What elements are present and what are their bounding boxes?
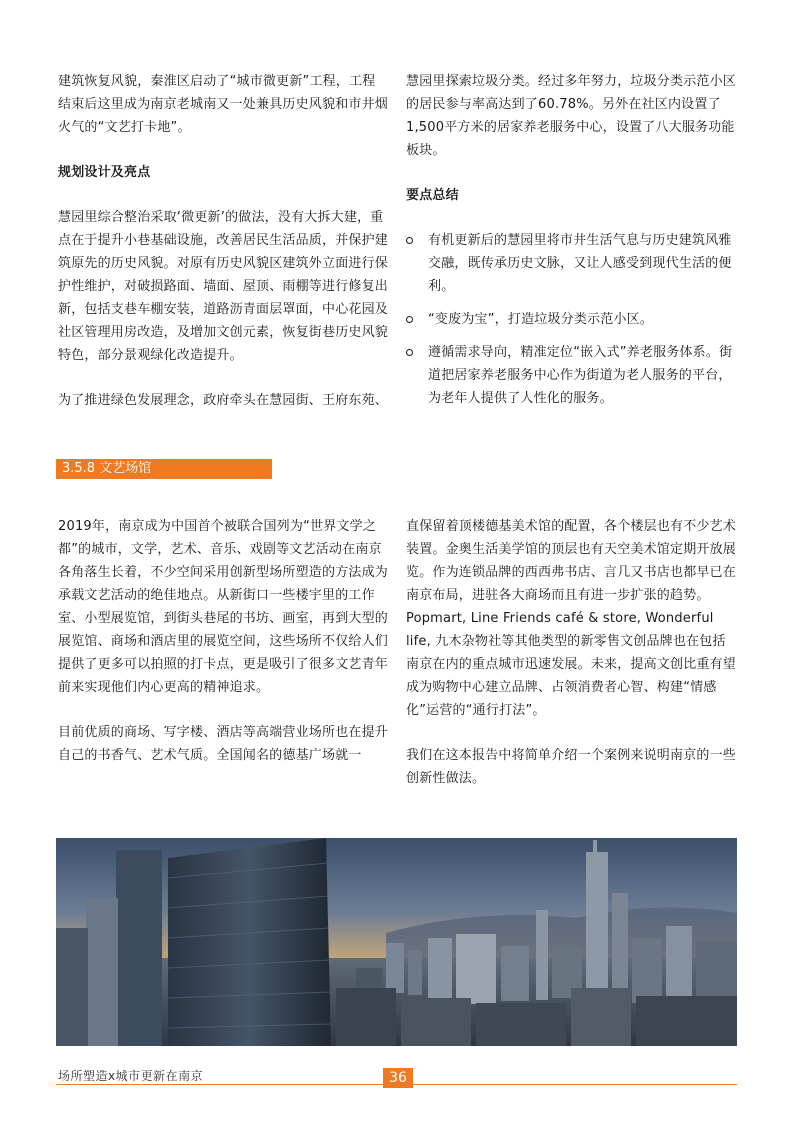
right-column-bottom	[406, 515, 736, 790]
paragraph: 慧园里综合整治采取‘微更新’的做法，没有大拆大建，重点在于提升小巷基础设施，改善居民生活品质，并保护建筑原先的历史风貌。对原有历史风貌区建筑外立面进行保护性维护，对破损路面、墙面、屋顶、雨棚等进行修复出新，包括支巷车棚安装，道路沥青面层罩面，中心花园及社区管理用房改造，及增加文创元素，恢复街巷历史风貌特色，部分景观绿化改造提升。	[58, 210, 389, 363]
bullet-icon	[406, 316, 413, 323]
list-item-text: 有机更新后的慧园里将市井生活气息与历史建筑风雅交融，既传承历史文脉，又让人感受到现代生活的便利。	[428, 233, 732, 294]
paragraph: 慧园里探索垃圾分类。经过多年努力，垃圾分类示范小区的居民参与率高达到了60.78%。另外在社区内设置了1,500平方米的居家养老服务中心，设置了八大服务功能板块。	[406, 74, 737, 158]
list-item	[406, 341, 736, 410]
summary-list	[406, 229, 736, 410]
page-number: 36	[383, 1068, 413, 1088]
paragraph: 2019年，南京成为中国首个被联合国列为“世界文学之都”的城市，文学，艺术、音乐、戏剧等文艺活动在南京各角落生长着，不少空间采用创新型场所塑造的方法成为承载文艺活动的绝佳地点。从新街口一些楼宇里的工作室、小型展览馆，到街头巷尾的书坊、画室，再到大型的展览馆、商场和酒店里的展览空间，这些场所不仅给人们提供了更多可以拍照的打卡点，更是吸引了很多文艺青年前来实现他们内心更高的精神追求。	[58, 519, 389, 695]
city-skyline-photo	[56, 838, 737, 1046]
paragraph: 目前优质的商场、写字楼、酒店等高端营业场所也在提升自己的书香气、艺术气质。全国闻名的德基广场就一	[58, 725, 389, 763]
paragraph: 我们在这本报告中将简单介绍一个案例来说明南京的一些创新性做法。	[406, 748, 737, 786]
list-item	[406, 308, 736, 331]
paragraph: 为了推进绿色发展理念，政府牵头在慧园街、王府东苑、	[58, 393, 389, 408]
paragraph: 建筑恢复风貌，秦淮区启动了“城市微更新”工程，工程结束后这里成为南京老城南又一处兼具历史风貌和市井烟火气的“文艺打卡地”。	[58, 74, 389, 135]
paragraph: 直保留着顶楼德基美术馆的配置，各个楼层也有不少艺术装置。金奥生活美学馆的顶层也有天空美术馆定期开放展览。作为连锁品牌的西西弗书店、言几又书店也都早已在南京布局，进驻各大商场而且有进一步扩张的趋势。Popmart, Line Friends café & store, Wonderful life, 九木杂物社等其他类型的新零售文创品牌也在包括南京在内的重点城市迅速发展。未来，提高文创比重有望成为购物中心建立品牌、占领消费者心智、构建“情感化”运营的“通行打法”。	[406, 519, 737, 718]
footer-title: 场所塑造x城市更新在南京	[58, 1069, 204, 1083]
section-heading-summary: 要点总结	[406, 188, 459, 203]
right-column-top	[406, 70, 736, 420]
left-column-bottom	[58, 515, 388, 767]
bullet-icon	[406, 237, 413, 244]
bullet-icon	[406, 349, 413, 356]
list-item-text: “变废为宝”，打造垃圾分类示范小区。	[428, 312, 654, 327]
list-item	[406, 229, 736, 298]
section-heading-planning: 规划设计及亮点	[58, 165, 151, 180]
list-item-text: 遵循需求导向，精准定位“嵌入式”养老服务体系。街道把居家养老服务中心作为街道为老人服务的平台，为老年人提供了人性化的服务。	[428, 345, 733, 406]
section-title-bar: 3.5.8 文艺场馆	[56, 459, 272, 479]
left-column-top	[58, 70, 388, 412]
